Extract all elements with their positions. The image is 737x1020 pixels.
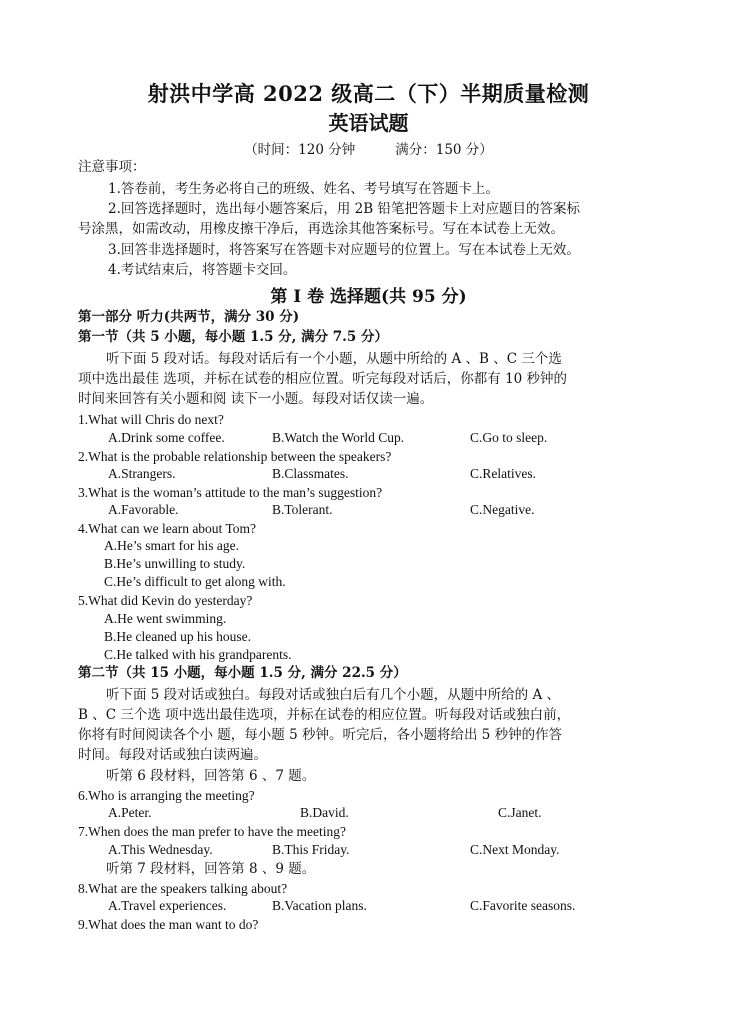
q8-option-c: C.Favorite seasons. [470, 898, 576, 913]
section2-instruction-4: 时间。每段对话或独白读两遍。 [78, 747, 267, 763]
section1-instruction-2: 项中选出最佳 选项，并标在试卷的相应位置。听完每段对话后，你都有 10 秒钟的 [78, 371, 568, 387]
q1-option-c: C.Go to sleep. [470, 430, 548, 445]
question-3: 3.What is the woman’s attitude to the man’s suggestion? [78, 485, 383, 500]
volume-title: 第 I 卷 选择题(共 95 分) [270, 287, 467, 307]
q6-option-a: A.Peter. [108, 805, 152, 820]
section2-instruction-3: 你将有时间阅读各个小 题，每小题 5 秒钟。听完后，各小题将给出 5 秒钟的作答 [78, 727, 563, 743]
question-5: 5.What did Kevin do yesterday? [78, 593, 253, 608]
notice-item-2b: 号涂黑，如需改动，用橡皮擦干净后，再选涂其他答案标号。写在本试卷上无效。 [78, 221, 564, 237]
material-7-heading: 听第 7 段材料，回答第 8 、9 题。 [106, 861, 316, 877]
question-1: 1.What will Chris do next? [78, 412, 224, 427]
exam-score: 满分：150 分） [395, 142, 493, 158]
q1-option-b: B.Watch the World Cup. [272, 430, 405, 445]
exam-title: 射洪中学高 2022 级高二（下）半期质量检测 [147, 81, 590, 106]
question-4: 4.What can we learn about Tom? [78, 521, 256, 536]
q6-option-c: C.Janet. [498, 805, 542, 820]
exam-time: （时间：120 分钟 [244, 142, 356, 158]
q8-option-a: A.Travel experiences. [108, 898, 227, 913]
notice-item-3: 3.回答非选择题时，将答案写在答题卡对应题号的位置上。写在本试卷上无效。 [108, 242, 580, 258]
question-2: 2.What is the probable relationship between the speakers? [78, 449, 392, 464]
q5-option-b: B.He cleaned up his house. [104, 629, 251, 644]
q2-option-a: A.Strangers. [108, 466, 176, 481]
notice-item-1: 1.答卷前，考生务必将自己的班级、姓名、考号填写在答题卡上。 [108, 181, 499, 197]
q4-option-b: B.He’s unwilling to study. [104, 556, 246, 571]
q7-option-c: C.Next Monday. [470, 842, 560, 857]
section1-instruction-3: 时间来回答有关小题和阅 读下一小题。每段对话仅读一遍。 [78, 391, 434, 407]
q6-option-b: B.David. [300, 805, 349, 820]
question-7: 7.When does the man prefer to have the meeting? [78, 824, 347, 839]
q2-option-b: B.Classmates. [272, 466, 349, 481]
section1-title: 第一节（共 5 小题，每小题 1.5 分, 满分 7.5 分） [78, 329, 388, 345]
time-score-line [0, 138, 737, 158]
question-6: 6.Who is arranging the meeting? [78, 788, 255, 803]
q2-option-c: C.Relatives. [470, 466, 536, 481]
notice-item-4: 4.考试结束后，将答题卡交回。 [108, 262, 297, 278]
section2-title: 第二节（共 15 小题，每小题 1.5 分, 满分 22.5 分） [78, 665, 407, 681]
q3-option-a: A.Favorable. [108, 502, 179, 517]
notice-heading: 注意事项： [78, 159, 146, 175]
q4-option-c: C.He’s difficult to get along with. [104, 574, 286, 589]
material-6-heading: 听第 6 段材料，回答第 6 、7 题。 [106, 768, 316, 784]
q3-option-c: C.Negative. [470, 502, 535, 517]
section1-instruction-1: 听下面 5 段对话。每段对话后有一个小题，从题中所给的 A 、B 、C 三个选 [106, 351, 562, 367]
question-8: 8.What are the speakers talking about? [78, 881, 288, 896]
q7-option-a: A.This Wednesday. [108, 842, 213, 857]
q8-option-b: B.Vacation plans. [272, 898, 367, 913]
notice-item-2a: 2.回答选择题时，选出每小题答案后，用 2B 铅笔把答题卡上对应题目的答案标 [108, 201, 580, 217]
q5-option-a: A.He went swimming. [104, 611, 227, 626]
section2-instruction-1: 听下面 5 段对话或独白。每段对话或独白后有几个小题，从题中所给的 A 、 [106, 687, 561, 703]
q1-option-a: A.Drink some coffee. [108, 430, 225, 445]
q7-option-b: B.This Friday. [272, 842, 350, 857]
subject-title: 英语试题 [328, 111, 409, 135]
question-9: 9.What does the man want to do? [78, 917, 259, 932]
q5-option-c: C.He talked with his grandparents. [104, 647, 292, 662]
section2-instruction-2: B 、C 三个选 项中选出最佳选项，并标在试卷的相应位置。听每段对话或独白前， [78, 707, 571, 723]
q3-option-b: B.Tolerant. [272, 502, 333, 517]
part1-title: 第一部分 听力(共两节，满分 30 分) [78, 309, 300, 325]
q4-option-a: A.He’s smart for his age. [104, 538, 239, 553]
